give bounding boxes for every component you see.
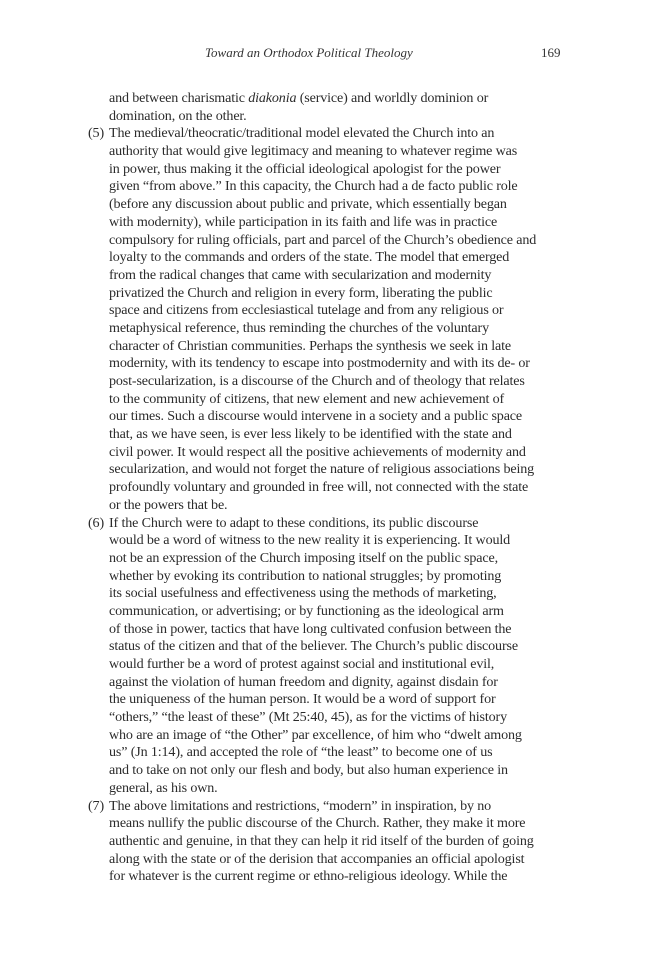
running-title: Toward an Orthodox Political Theology xyxy=(205,45,413,60)
text-line: against the violation of human freedom and dignity, against disdain for xyxy=(109,673,498,690)
running-header xyxy=(0,45,650,65)
continuation-paragraph xyxy=(88,90,562,125)
text-line: and to take on not only our flesh and body, but also human experience in xyxy=(109,762,508,779)
text-line: authority that would give legitimacy and meaning to whatever regime was xyxy=(109,143,518,160)
text-line: and between charismatic diakonia (service) and worldly dominion or xyxy=(109,90,489,106)
text-line: with modernity), while participation in its faith and life was in practice xyxy=(109,213,498,230)
numbered-item xyxy=(88,798,562,886)
text-line: our times. Such a discourse would intervene in a society and a public space xyxy=(109,408,523,425)
numbered-item xyxy=(88,515,562,798)
text-line: from the radical changes that came with secularization and modernity xyxy=(109,266,492,283)
text-line: who are an image of “the Other” par excellence, of him who “dwelt among xyxy=(109,726,522,743)
text-line: status of the citizen and that of the believer. The Church’s public discourse xyxy=(109,638,518,655)
text-line: (5) The medieval/theocratic/traditional model elevated the Church into an xyxy=(88,125,495,142)
text-line: along with the state or of the derision that accompanies an official apologist xyxy=(109,850,525,867)
text-line: us” (Jn 1:14), and accepted the role of “the least” to become one of us xyxy=(109,744,493,761)
text-line: (6) If the Church were to adapt to these conditions, its public discourse xyxy=(88,514,479,531)
text-line: space and citizens from ecclesiastical tutelage and from any religious or xyxy=(109,302,504,319)
text-line: secularization, and would not forget the nature of religious associations being xyxy=(109,461,535,478)
italic-term: diakonia xyxy=(248,90,297,106)
text-line: communication, or advertising; or by functioning as the ideological arm xyxy=(109,602,504,619)
text-line: in power, thus making it the official ideological apologist for the power xyxy=(109,160,501,177)
text-line: whether by evoking its contribution to national struggles; by promoting xyxy=(109,567,502,584)
body-text xyxy=(88,90,562,886)
text-line: character of Christian communities. Perhaps the synthesis we seek in late xyxy=(109,337,511,354)
text-line: would be a word of witness to the new reality it is experiencing. It would xyxy=(109,532,511,549)
text-line: to the community of citizens, that new element and new achievement of xyxy=(109,390,505,407)
text-line: its social usefulness and effectiveness using the methods of marketing, xyxy=(109,585,497,602)
text-line: not be an expression of the Church imposing itself on the public space, xyxy=(109,549,498,566)
page-number: 169 xyxy=(541,45,561,60)
text-line: post-secularization, is a discourse of the Church and of theology that relates xyxy=(109,373,525,389)
text-line: (before any discussion about public and private, which essentially began xyxy=(109,196,507,213)
text-line: profoundly voluntary and grounded in free will, not connected with the state xyxy=(109,479,529,496)
item-number: (5) xyxy=(88,125,104,142)
text-line: privatized the Church and religion in every form, liberating the public xyxy=(109,284,493,301)
text-line: domination, on the other. xyxy=(109,107,247,124)
text-line: modernity, with its tendency to escape into postmodernity and with its de- or xyxy=(109,355,530,372)
numbered-items xyxy=(88,125,562,886)
text-line: authentic and genuine, in that they can help it rid itself of the burden of going xyxy=(109,832,534,849)
text-line: metaphysical reference, thus reminding the churches of the voluntary xyxy=(109,319,489,336)
text-line: of those in power, tactics that have long cultivated confusion between the xyxy=(109,620,512,637)
text-line: civil power. It would respect all the positive achievements of modernity and xyxy=(109,443,526,460)
text-line: would further be a word of protest against social and institutional evil, xyxy=(109,656,495,672)
text-line: compulsory for ruling officials, part and parcel of the Church’s obedience and xyxy=(109,231,537,248)
text-line: the uniqueness of the human person. It would be a word of support for xyxy=(109,691,496,708)
text-line: (7) The above limitations and restrictions, “modern” in inspiration, by no xyxy=(88,797,492,814)
text-line: given “from above.” In this capacity, the Church had a de facto public role xyxy=(109,178,518,195)
text-line: means nullify the public discourse of the Church. Rather, they make it more xyxy=(109,815,526,832)
item-number: (7) xyxy=(88,797,104,814)
text-line: general, as his own. xyxy=(109,779,218,796)
text-line: “others,” “the least of these” (Mt 25:40, 45), as for the victims of history xyxy=(109,709,507,726)
text-line: or the powers that be. xyxy=(109,496,228,513)
text-line: for whatever is the current regime or ethno-religious ideology. While the xyxy=(109,868,508,885)
numbered-item xyxy=(88,125,562,514)
text-line: that, as we have seen, is ever less likely to be identified with the state and xyxy=(109,426,512,443)
text-line: loyalty to the commands and orders of the state. The model that emerged xyxy=(109,249,510,266)
item-number: (6) xyxy=(88,514,104,531)
